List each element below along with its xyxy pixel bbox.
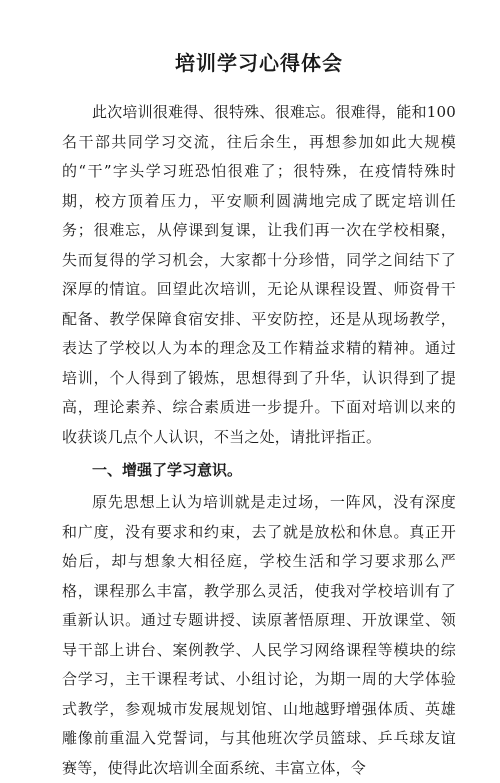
paragraph-section-1: 原先思想上认为培训就是走过场，一阵风，没有深度和广度，没有要求和约束，去了就是放松和休息。真正开始后，却与想象大相径庭，学校生活和学习要求那么严格，课程那么丰富，教学那么灵活，使我对学校培训有了重新认识。通过专题讲授、读原著悟原理、开放课堂、领导干部上讲台、案例教学、人民学习网络课程等模块的综合学习，主干课程考试、小组讨论，为期一周的大学体验式教学，参观城市发展规划馆、山地越野增强体质、英雄雕像前重温入党誓词，与其他班次学员篮球、乒乓球友谊赛等，使得此次培训全面系统、丰富立体，令 [62, 493, 456, 777]
section-heading-1: 一、增强了学习意识。 [92, 461, 243, 479]
document-title: 培训学习心得体会 [175, 51, 343, 75]
paragraph-intro: 此次培训很难得、很特殊、很难忘。很难得，能和100名干部共同学习交流，往后余生，再想参加如此大规模的“干”字头学习班恐怕很难了；很特殊，在疫情特殊时期，校方顶着压力，平安顺利圆满地完成了既定培训任务；很难忘，从停课到复课，让我们再一次在学校相聚，失而复得的学习机会，大家都十分珍惜，同学之间结下了深厚的情谊。回望此次培训，无论从课程设置、师资骨干配备、教学保障食宿安排、平安防控，还是从现场教学，表达了学校以人为本的理念及工作精益求精的精神。通过培训，个人得到了锻炼，思想得到了升华，认识得到了提高，理论素养、综合素质进一步提升。下面对培训以来的收获谈几点个人认识，不当之处，请批评指正。 [62, 103, 456, 446]
